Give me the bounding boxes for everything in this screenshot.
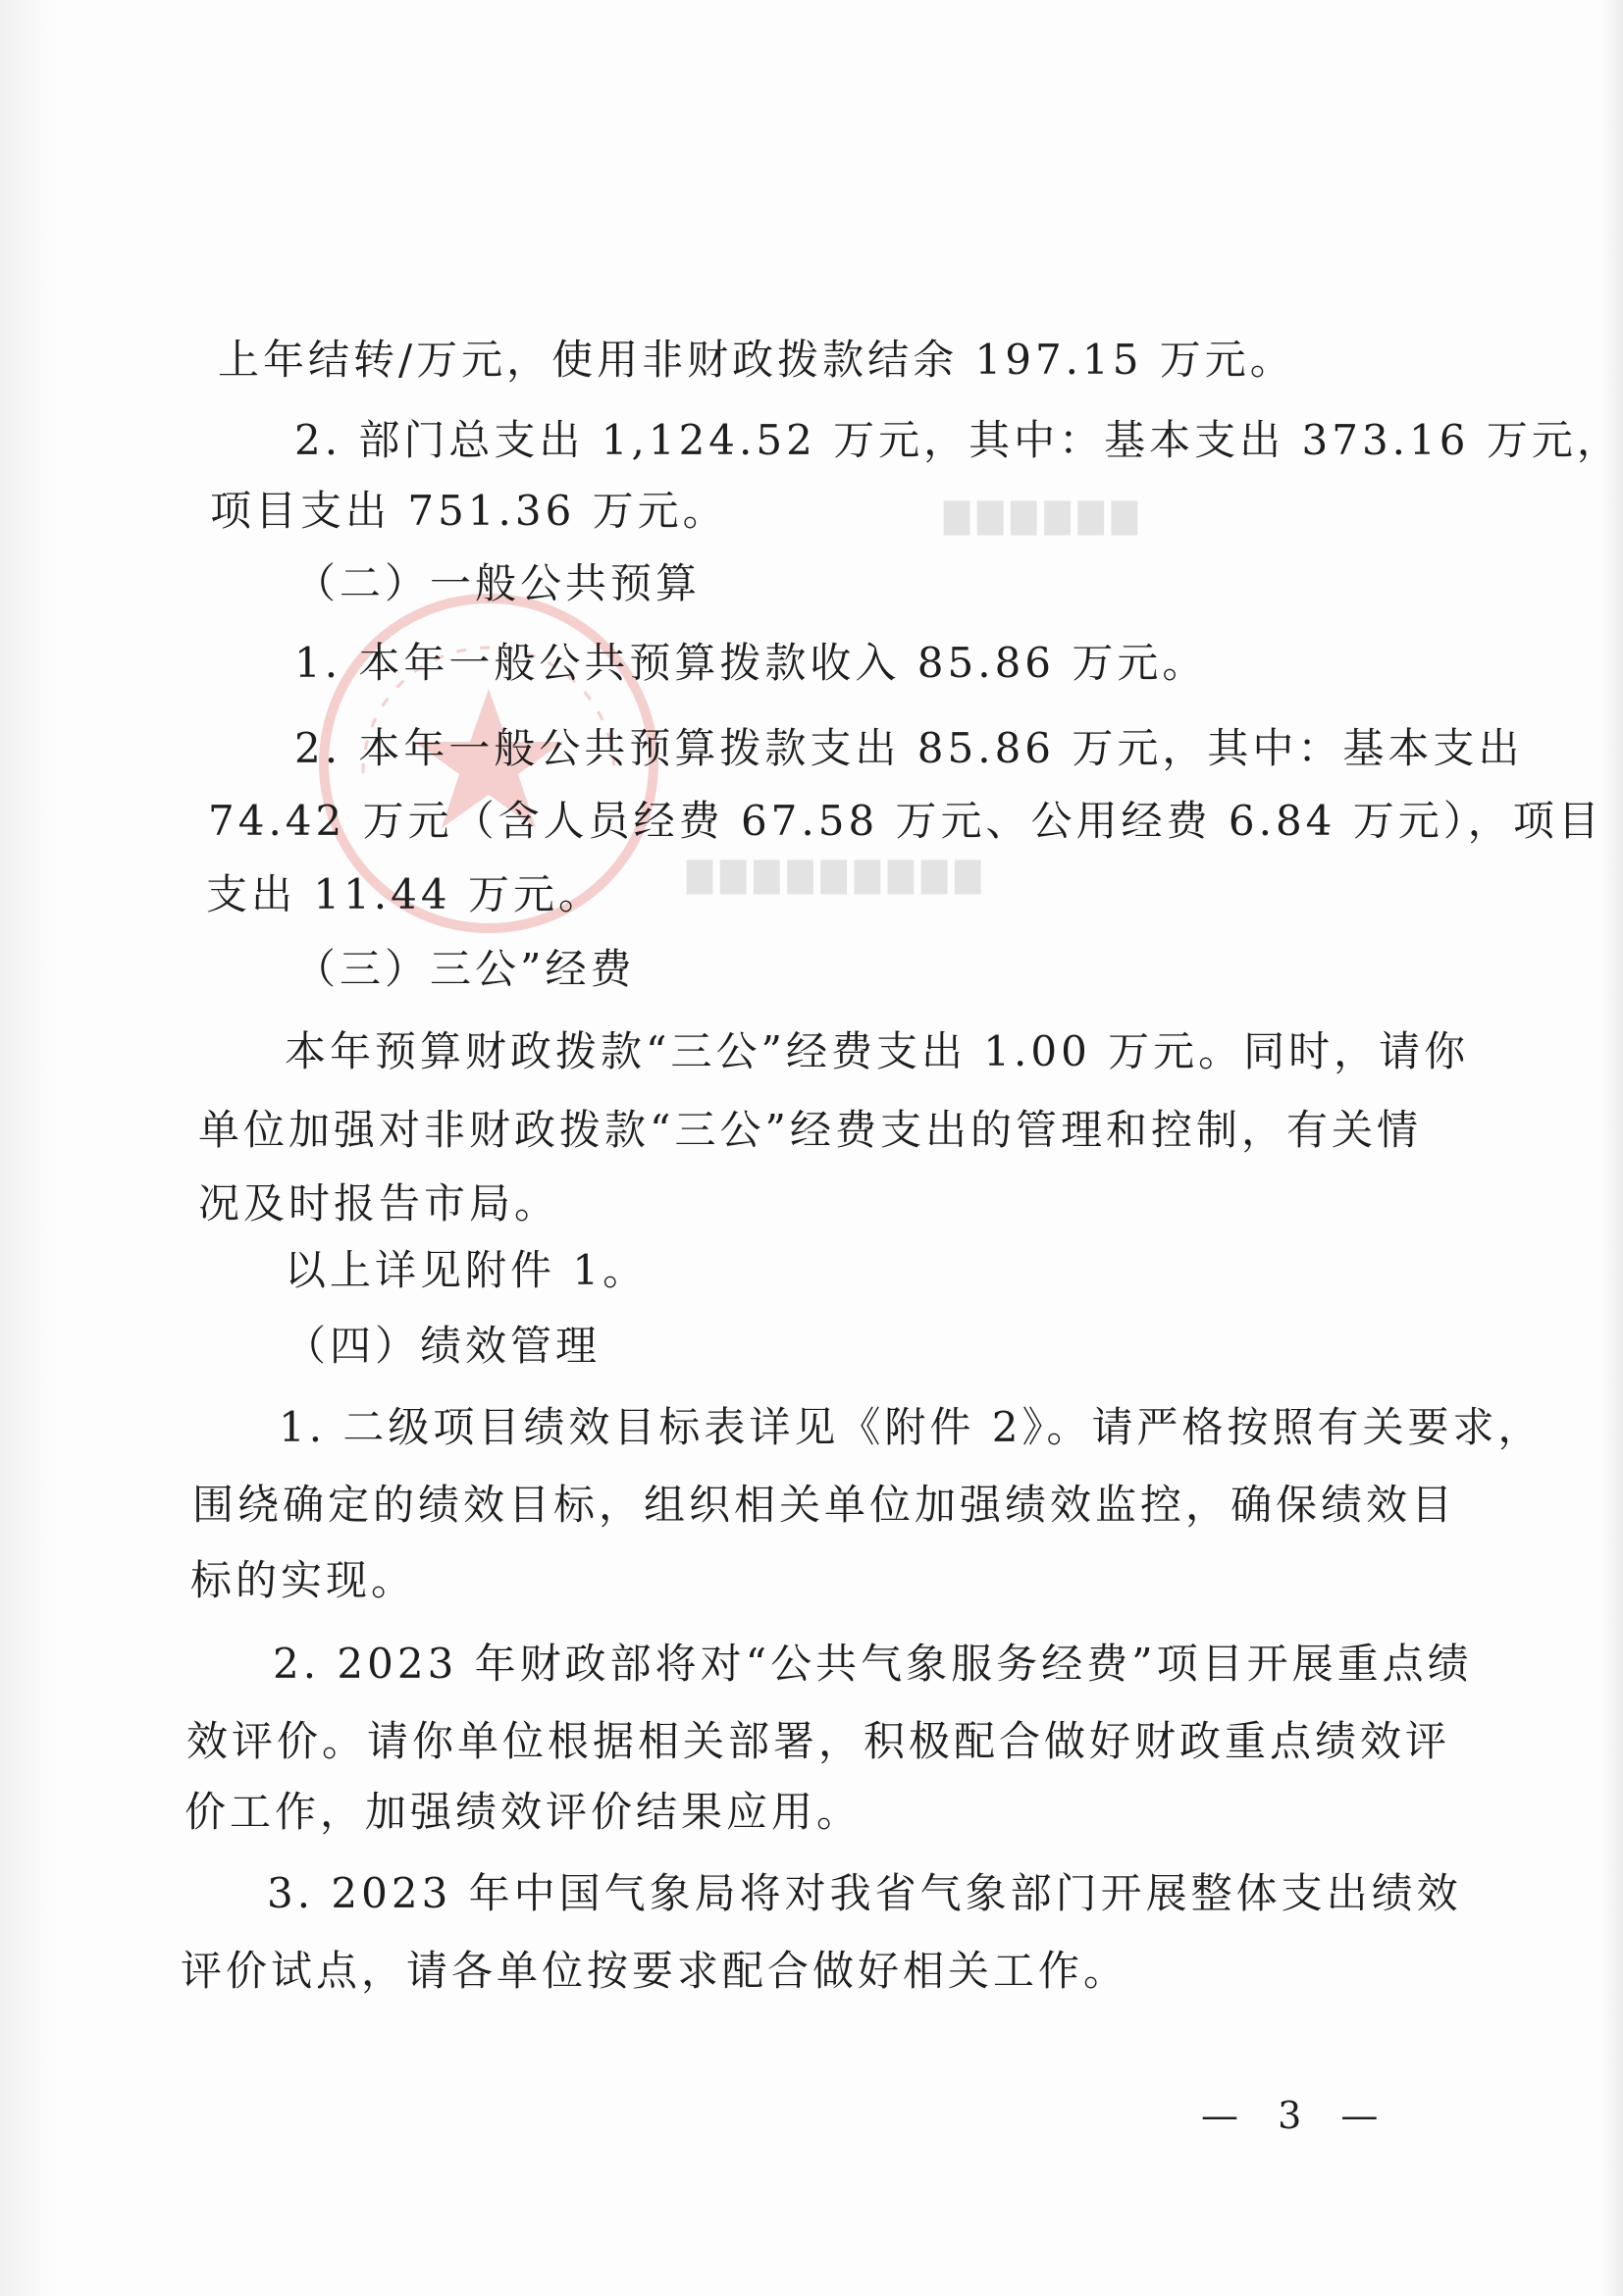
- text-line: 2. 部门总支出 1,124.52 万元，其中：基本支出 373.16 万元，: [294, 416, 1622, 464]
- text-line: 74.42 万元（含人员经费 67.58 万元、公用经费 6.84 万元），项目: [208, 797, 1603, 845]
- scan-right-edge: [1601, 0, 1623, 2296]
- text-line: 效评价。请你单位根据相关部署，积极配合做好财政重点绩效评: [186, 1717, 1451, 1765]
- text-line: 2. 2023 年财政部将对“公共气象服务经费”项目开展重点绩: [273, 1640, 1473, 1688]
- text-line: 单位加强对非财政拨款“三公”经费支出的管理和控制，有关情: [198, 1106, 1422, 1154]
- text-line: 1. 二级项目绩效目标表详见《附件 2》。请严格按照有关要求，: [279, 1403, 1544, 1451]
- show-through-text: ▇▇▇▇▇▇▇▇▇: [687, 856, 989, 895]
- text-line: 项目支出 751.36 万元。: [210, 487, 728, 535]
- scan-left-edge: [0, 0, 57, 2296]
- text-line: 上年结转/万元，使用非财政拨款结余 197.15 万元。: [218, 336, 1295, 384]
- text-line: 围绕确定的绩效目标，组织相关单位加强绩效监控，确保绩效目: [192, 1481, 1457, 1529]
- text-line: 2. 本年一般公共预算拨款支出 85.86 万元，其中：基本支出: [294, 724, 1524, 772]
- page-number: — 3 —: [1201, 2094, 1392, 2137]
- section-heading: （二）一般公共预算: [294, 559, 702, 607]
- text-line: 支出 11.44 万元。: [206, 870, 603, 918]
- text-line: 以上详见附件 1。: [285, 1246, 649, 1294]
- text-line: 况及时报告市局。: [198, 1179, 560, 1227]
- show-through-text: ▇▇▇▇▇▇: [944, 496, 1145, 536]
- section-heading: （三）三公”经费: [294, 945, 636, 993]
- text-line: 评价试点，请各单位按要求配合做好相关工作。: [181, 1947, 1129, 1995]
- text-line: 3. 2023 年中国气象局将对我省气象部门开展整体支出绩效: [267, 1869, 1462, 1917]
- text-line: 1. 本年一般公共预算拨款收入 85.86 万元。: [294, 639, 1208, 687]
- text-line: 标的实现。: [190, 1556, 417, 1604]
- section-heading: （四）绩效管理: [285, 1322, 602, 1370]
- text-line: 价工作，加强绩效评价结果应用。: [184, 1788, 863, 1836]
- text-line: 本年预算财政拨款“三公”经费支出 1.00 万元。同时，请你: [285, 1027, 1470, 1075]
